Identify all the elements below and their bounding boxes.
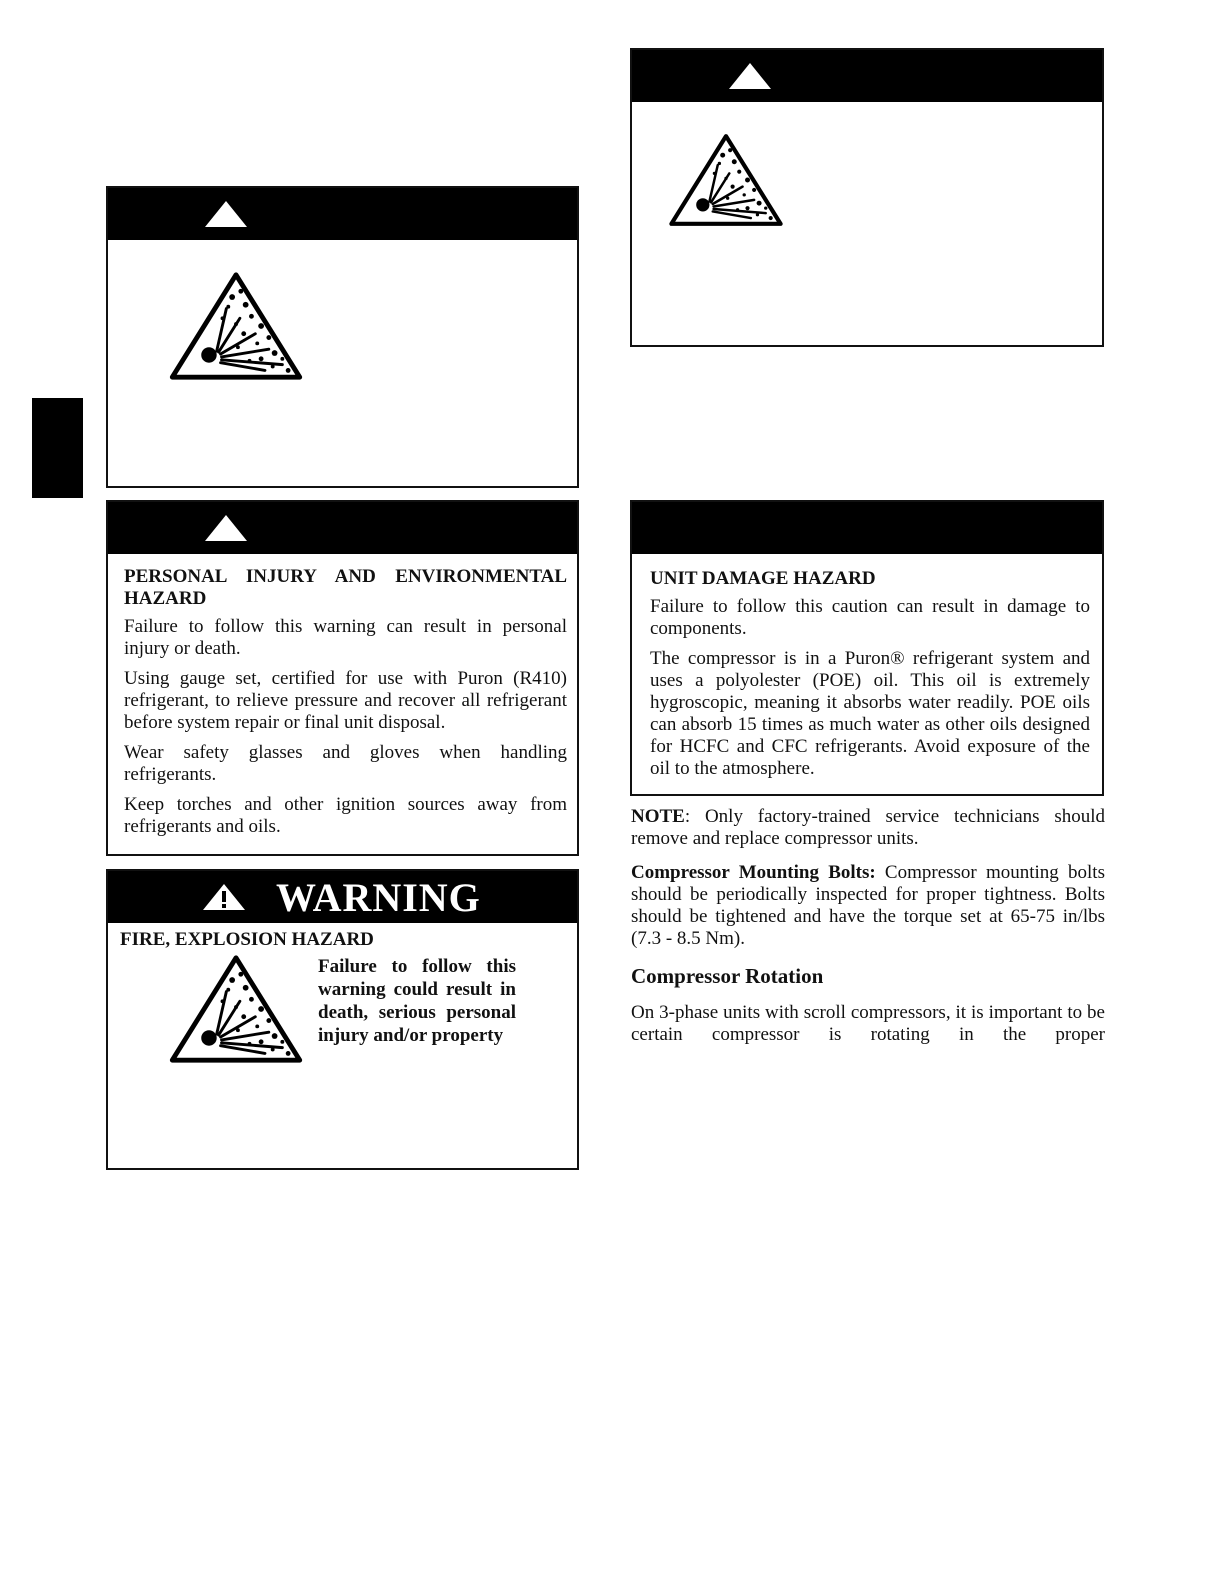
warning-triangle-icon xyxy=(204,200,248,228)
explosion-hazard-icon xyxy=(168,953,304,1065)
caution-paragraph: The compressor is in a Puron® refrigerant system and uses a polyolester (POE) oil. This oil is extremely hygroscopic, meaning it absorbs water readily. POE oils can absorb 15 times as much water as other oils designed for HCFC and CFC refrigerants. Avoid exposure of the oil to the atmosphere. xyxy=(650,648,1090,779)
caution-body xyxy=(650,568,1090,788)
warning-triangle-icon xyxy=(202,883,246,911)
warning-label: WARNING xyxy=(276,874,481,920)
warning-header xyxy=(108,871,577,923)
explosion-hazard-icon xyxy=(168,270,304,382)
warning-body xyxy=(124,566,567,846)
warning-box-personal-injury xyxy=(106,500,579,856)
caution-header xyxy=(632,502,1102,554)
warning-header xyxy=(108,502,577,554)
section-side-tab xyxy=(32,398,83,498)
note-paragraph xyxy=(631,806,1105,850)
caution-paragraph: Failure to follow this caution can result in damage to components. xyxy=(650,596,1090,639)
section-heading-compressor-rotation: Compressor Rotation xyxy=(631,964,824,988)
mounting-bolts-text: Compressor mounting bolts should be periodically inspected for proper tightness. Bolts should be tightened and have the torque set at 65-75 in/lbs (7.3 - 8.5 Nm). xyxy=(631,862,1105,949)
warning-triangle-icon xyxy=(204,514,248,542)
warning-box-explosion-2 xyxy=(630,48,1104,347)
hazard-title: FIRE, EXPLOSION HAZARD xyxy=(120,929,374,950)
note-label: NOTE xyxy=(631,806,685,827)
note-text: : Only factory-trained service technicians should remove and replace compressor units. xyxy=(631,806,1105,849)
compressor-rotation-paragraph: On 3-phase units with scroll compressors, it is important to be certain compressor is rotating in the proper xyxy=(631,1002,1105,1045)
warning-header xyxy=(108,188,577,240)
warning-box-explosion-1 xyxy=(106,186,579,488)
warning-triangle-icon xyxy=(728,62,772,90)
warning-box-fire-explosion xyxy=(106,869,579,1170)
caution-box-unit-damage xyxy=(630,500,1104,796)
mounting-bolts-paragraph xyxy=(631,862,1105,950)
warning-text: Failure to follow this warning could result in death, serious personal injury and/or property xyxy=(318,956,516,1046)
warning-paragraph: Wear safety glasses and gloves when handling refrigerants. xyxy=(124,742,567,785)
mounting-bolts-label: Compressor Mounting Bolts: xyxy=(631,862,876,883)
hazard-title: UNIT DAMAGE HAZARD xyxy=(650,568,876,589)
hazard-title: PERSONAL INJURY AND ENVIRONMENTAL HAZARD xyxy=(124,566,567,609)
warning-paragraph: Keep torches and other ignition sources away from refrigerants and oils. xyxy=(124,794,567,837)
warning-paragraph: Failure to follow this warning can result in personal injury or death. xyxy=(124,616,567,659)
explosion-hazard-icon xyxy=(668,132,784,228)
warning-paragraph: Using gauge set, certified for use with Puron (R410) refrigerant, to relieve pressure and recover all refrigerant before system repair or final unit disposal. xyxy=(124,668,567,733)
warning-header xyxy=(632,50,1102,102)
